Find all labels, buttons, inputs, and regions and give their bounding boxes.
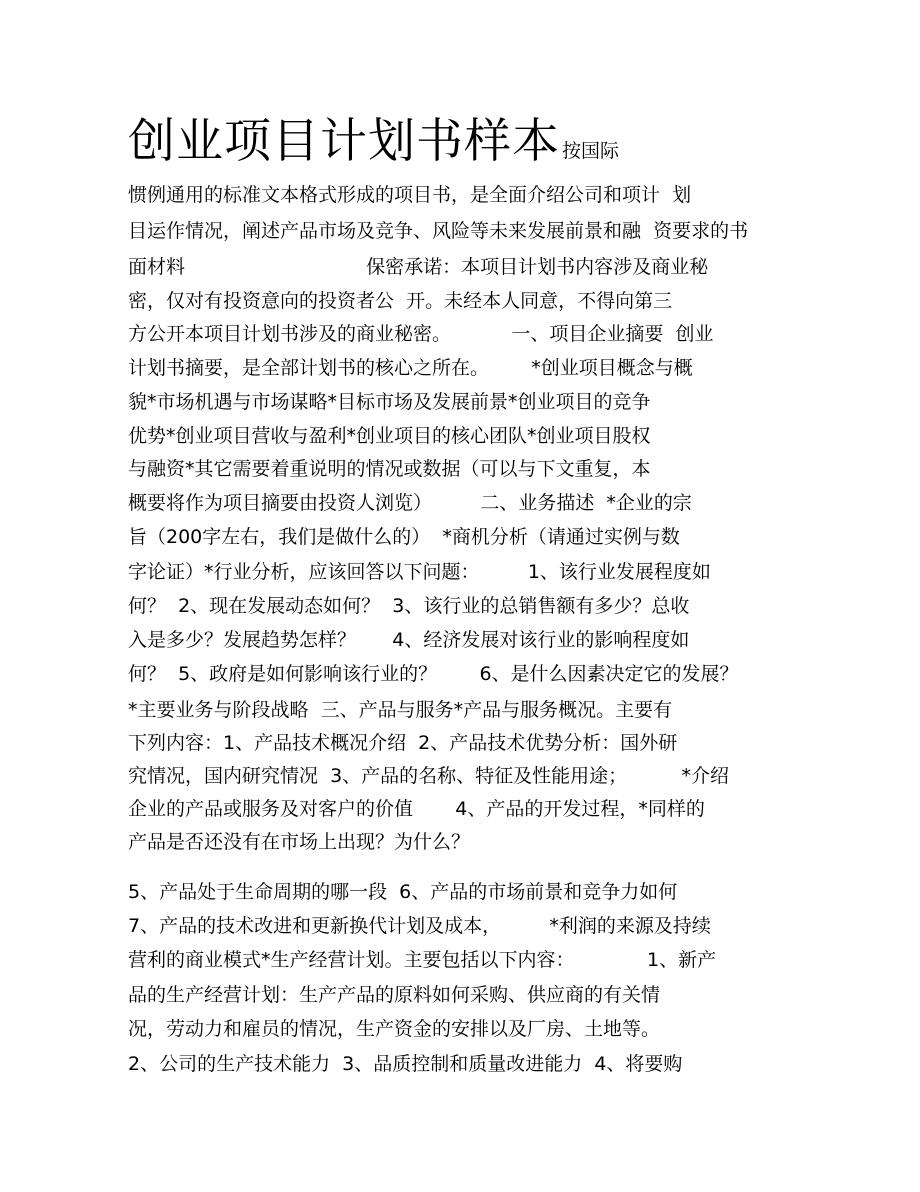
body-line: 究情况，国内研究情况 3、产品的名称、特征及性能用途； *介绍 [128, 765, 730, 787]
body-line: 5、产品处于生命周期的哪一段 6、产品的市场前景和竞争力如何 [128, 881, 678, 903]
body-line: 面材料 保密承诺：本项目计划书内容涉及商业秘 [128, 256, 709, 278]
body-line: 营利的商业模式*生产经营计划。主要包括以下内容： 1、新产 [128, 949, 717, 971]
body-line: 入是多少？发展趋势怎样？ 4、经济发展对该行业的影响程度如 [128, 629, 690, 651]
title-row [128, 114, 620, 169]
body-line: 与融资*其它需要着重说明的情况或数据（可以与下文重复，本 [128, 458, 651, 480]
body-line: 企业的产品或服务及对客户的价值 4、产品的开发过程，*同样的 [128, 798, 705, 820]
body-line: 目运作情况，阐述产品市场及竞争、风险等未来发展前景和融 资要求的书 [128, 220, 749, 242]
title-tail-text: 按国际 [562, 140, 620, 162]
body-line: 产品是否还没有在市场上出现？为什么？ [128, 831, 471, 853]
body-line: *主要业务与阶段战略 三、产品与服务*产品与服务概况。主要有 [128, 699, 673, 721]
body-line: 下列内容：1、产品技术概况介绍 2、产品技术优势分析：国外研 [128, 732, 678, 754]
body-line: 何？ 5、政府是如何影响该行业的？ 6、是什么因素决定它的发展？ [128, 663, 739, 685]
body-line: 况，劳动力和雇员的情况，生产资金的安排以及厂房、土地等。 [128, 1018, 661, 1040]
body-line: 7、产品的技术改进和更新换代计划及成本， *利润的来源及持续 [128, 915, 711, 937]
body-line: 字论证）*行业分析，应该回答以下问题： 1、该行业发展程度如 [128, 561, 711, 583]
body-line: 2、公司的生产技术能力 3、品质控制和质量改进能力 4、将要购 [128, 1053, 683, 1075]
body-line: 计划书摘要，是全部计划书的核心之所在。 *创业项目概念与概 [128, 357, 693, 379]
body-line: 貌*市场机遇与市场谋略*目标市场及发展前景*创业项目的竞争 [128, 391, 651, 413]
body-line: 品的生产经营计划：生产产品的原料如何采购、供应商的有关情 [128, 984, 661, 1006]
body-line: 惯例通用的标准文本格式形成的项目书，是全面介绍公司和项计 划 [128, 184, 692, 206]
document-title: 创业项目计划书样本 [128, 114, 560, 169]
body-line: 方公开本项目计划书涉及的商业秘密。 一、项目企业摘要 创业 [128, 323, 714, 345]
body-line: 旨（200字左右，我们是做什么的） *商机分析（请通过实例与数 [128, 526, 680, 548]
body-line: 优势*创业项目营收与盈利*创业项目的核心团队*创业项目股权 [128, 425, 651, 447]
body-line: 何？ 2、现在发展动态如何？ 3、该行业的总销售额有多少？总收 [128, 595, 690, 617]
body-line: 概要将作为项目摘要由投资人浏览） 二、业务描述 *企业的宗 [128, 492, 692, 514]
body-line: 密，仅对有投资意向的投资者公 开。未经本人同意，不得向第三 [128, 290, 673, 312]
